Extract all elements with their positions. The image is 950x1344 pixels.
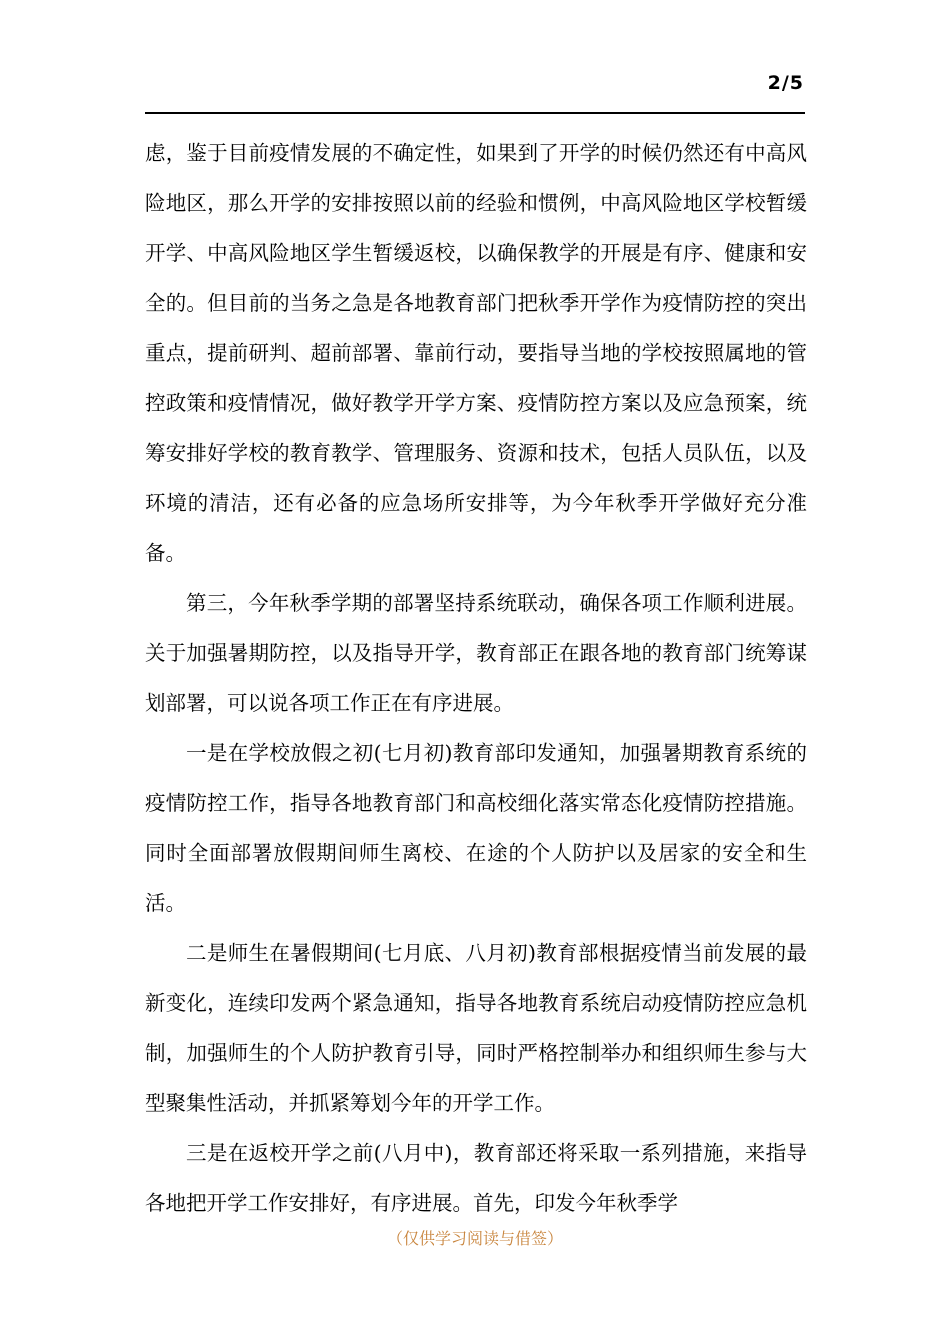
paragraph-item-one: 一是在学校放假之初(七月初)教育部印发通知，加强暑期教育系统的疫情防控工作，指导各地教育部门和高校细化落实常态化疫情防控措施。同时全面部署放假期间师生离校、在途的个人防护以及居家的安全和生活。	[145, 741, 807, 915]
document-body	[145, 128, 807, 1228]
paragraph-item-three: 三是在返校开学之前(八月中)，教育部还将采取一系列措施，来指导各地把开学工作安排好，有序进展。首先，印发今年秋季学	[145, 1141, 807, 1215]
paragraph-continued: 虑，鉴于目前疫情发展的不确定性，如果到了开学的时候仍然还有中高风险地区，那么开学的安排按照以前的经验和惯例，中高风险地区学校暂缓开学、中高风险地区学生暂缓返校，以确保教学的开展是有序、健康和安全的。但目前的当务之急是各地教育部门把秋季开学作为疫情防控的突出重点，提前研判、超前部署、靠前行动，要指导当地的学校按照属地的管控政策和疫情情况，做好教学开学方案、疫情防控方案以及应急预案，统筹安排好学校的教育教学、管理服务、资源和技术，包括人员队伍，以及环境的清洁，还有必备的应急场所安排等，为今年秋季开学做好充分准备。	[145, 141, 807, 565]
header-divider	[145, 112, 805, 114]
footer-note: （仅供学习阅读与借签）	[386, 1229, 563, 1248]
page-number: 2/5	[767, 72, 804, 94]
paragraph-item-two: 二是师生在暑假期间(七月底、八月初)教育部根据疫情当前发展的最新变化，连续印发两个紧急通知，指导各地教育系统启动疫情防控应急机制，加强师生的个人防护教育引导，同时严格控制举办和组织师生参与大型聚集性活动，并抓紧筹划今年的开学工作。	[145, 941, 807, 1115]
paragraph-third-point: 第三，今年秋季学期的部署坚持系统联动，确保各项工作顺利进展。关于加强暑期防控，以及指导开学，教育部正在跟各地的教育部门统筹谋划部署，可以说各项工作正在有序进展。	[145, 591, 807, 715]
